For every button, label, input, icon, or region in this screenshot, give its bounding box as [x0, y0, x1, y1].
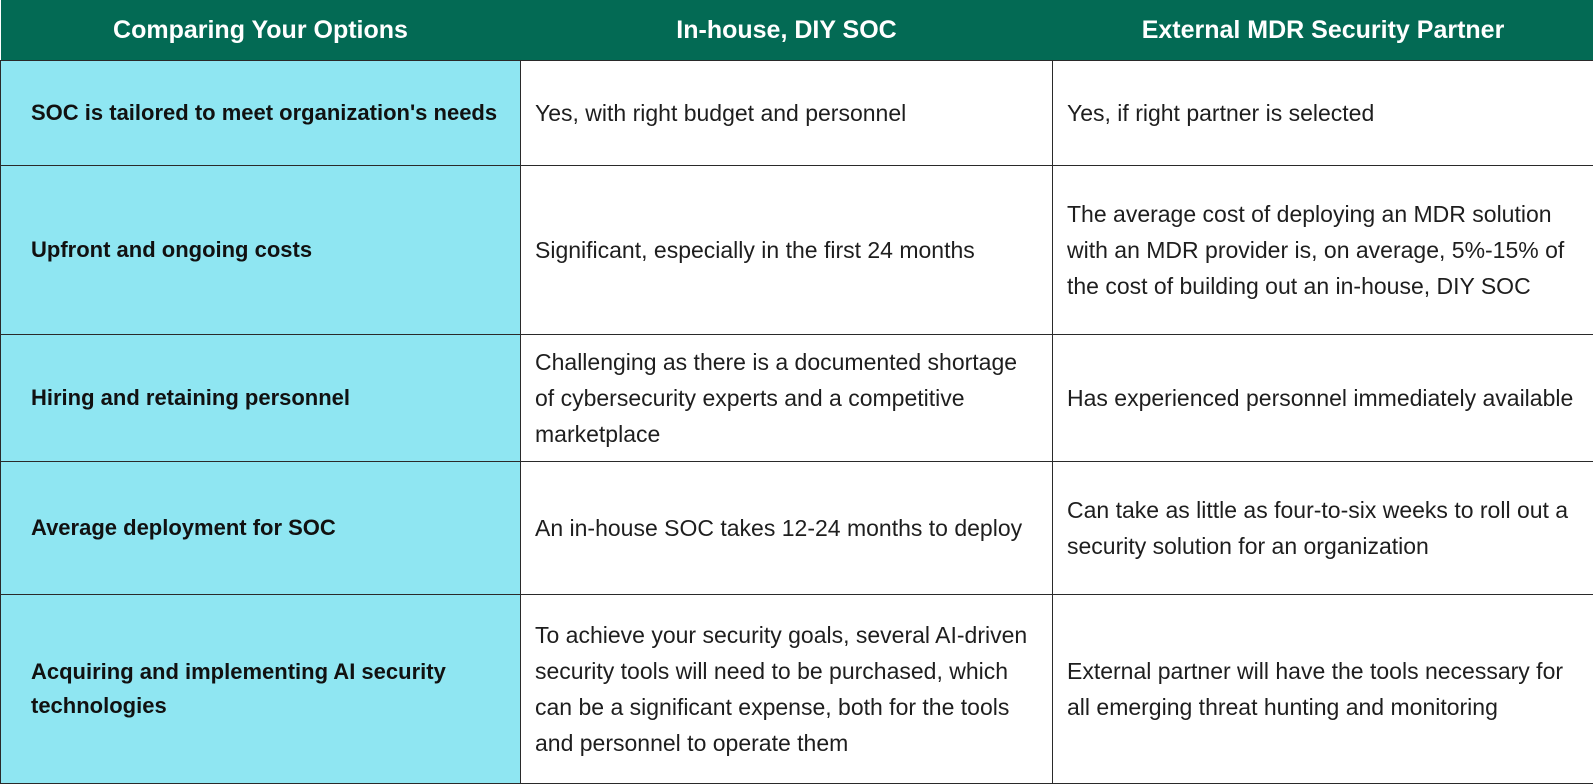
row-label: Hiring and retaining personnel — [1, 335, 521, 462]
table-row — [1, 595, 1593, 784]
mdr-cell: Has experienced personnel immediately available — [1053, 335, 1593, 462]
table-row — [1, 61, 1593, 166]
table-row — [1, 462, 1593, 595]
mdr-cell: External partner will have the tools necessary for all emerging threat hunting and monitoring — [1053, 595, 1593, 784]
row-label: Average deployment for SOC — [1, 462, 521, 595]
in-house-cell: Challenging as there is a documented shortage of cybersecurity experts and a competitive marketplace — [521, 335, 1053, 462]
mdr-cell: The average cost of deploying an MDR solution with an MDR provider is, on average, 5%-15% of the cost of building out an in-house, DIY SOC — [1053, 166, 1593, 335]
row-label: SOC is tailored to meet organization's needs — [1, 61, 521, 166]
in-house-cell: To achieve your security goals, several AI-driven security tools will need to be purchased, which can be a significant expense, both for the tools and personnel to operate them — [521, 595, 1053, 784]
in-house-cell: Significant, especially in the first 24 months — [521, 166, 1053, 335]
header-mdr-partner: External MDR Security Partner — [1053, 0, 1593, 61]
row-label: Upfront and ongoing costs — [1, 166, 521, 335]
header-in-house-soc: In-house, DIY SOC — [521, 0, 1053, 61]
table-row — [1, 166, 1593, 335]
header-comparing-options: Comparing Your Options — [1, 0, 521, 61]
table-row — [1, 335, 1593, 462]
in-house-cell: Yes, with right budget and personnel — [521, 61, 1053, 166]
mdr-cell: Can take as little as four-to-six weeks to roll out a security solution for an organization — [1053, 462, 1593, 595]
mdr-cell: Yes, if right partner is selected — [1053, 61, 1593, 166]
header-row — [1, 0, 1593, 61]
row-label: Acquiring and implementing AI security technologies — [1, 595, 521, 784]
in-house-cell: An in-house SOC takes 12-24 months to deploy — [521, 462, 1053, 595]
